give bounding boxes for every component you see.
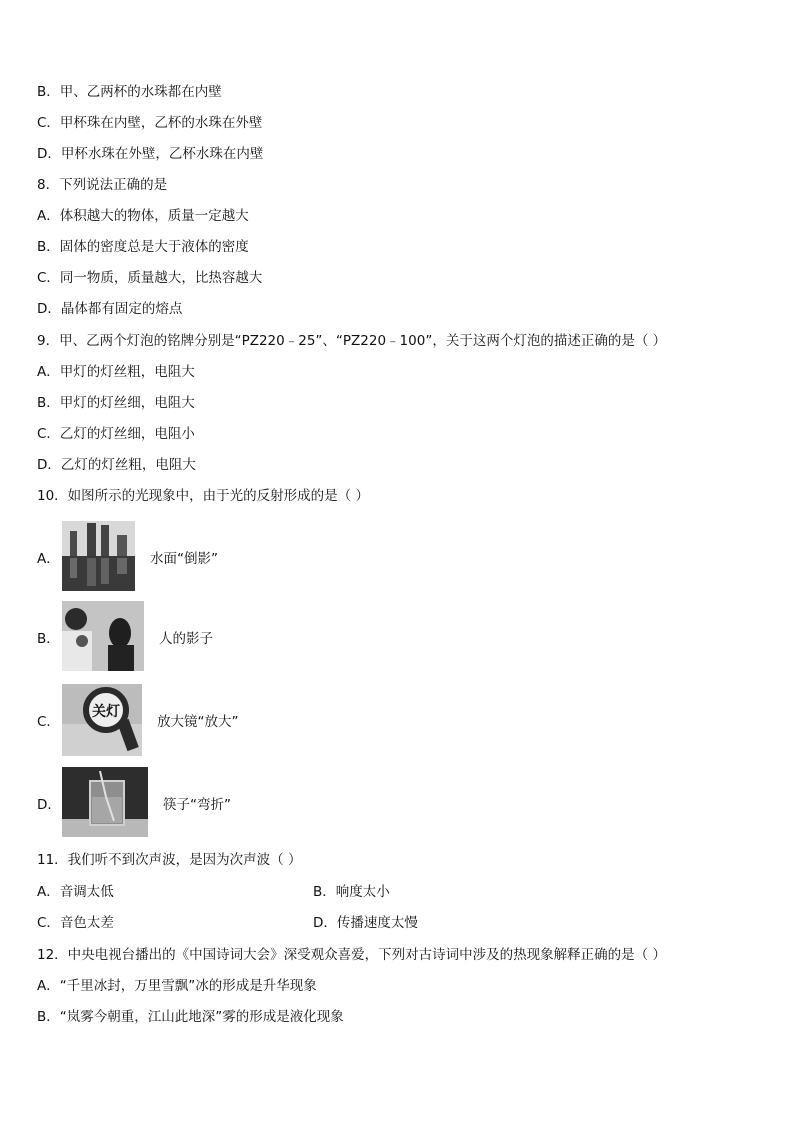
- option-caption: 人的影子: [159, 631, 213, 647]
- q7-option-d: D．甲杯水珠在外壁，乙杯水珠在内壁: [37, 146, 264, 162]
- q11-option-c: C．音色太差: [37, 915, 114, 931]
- q9-option-c: C．乙灯的灯丝细，电阻小: [37, 426, 195, 442]
- option-caption: 放大镜“放大”: [157, 714, 239, 730]
- sign-text: 关灯: [92, 704, 120, 720]
- option-letter: A．: [37, 551, 60, 567]
- q12-option-b: B．“岚雾今朝重，江山此地深”雾的形成是液化现象: [37, 1009, 344, 1025]
- q9-option-b: B．甲灯的灯丝细，电阻大: [37, 395, 195, 411]
- option-caption: 筷子“弯折”: [163, 797, 231, 813]
- q9-option-d: D．乙灯的灯丝粗，电阻大: [37, 457, 196, 473]
- q12-stem: 12．中央电视台播出的《中国诗词大会》深受观众喜爱，下列对古诗词中涉及的热现象解释正确的是（ ）: [37, 947, 666, 963]
- option-letter: D．: [37, 797, 61, 813]
- person-shadow-photo: [62, 601, 144, 671]
- q11-option-b: B．响度太小: [313, 884, 390, 900]
- q11-stem: 11．我们听不到次声波，是因为次声波（ ）: [37, 852, 302, 868]
- q9-stem: 9．甲、乙两个灯泡的铭牌分别是“PZ220﹣25”、“PZ220﹣100”，关于这两个灯泡的描述正确的是（ ）: [37, 333, 667, 349]
- q8-option-c: C．同一物质，质量越大，比热容越大: [37, 270, 263, 286]
- option-letter: C．: [37, 714, 60, 730]
- q10-stem: 10．如图所示的光现象中，由于光的反射形成的是（ ）: [37, 488, 369, 504]
- q8-option-a: A．体积越大的物体，质量一定越大: [37, 208, 249, 224]
- option-letter: B．: [37, 631, 60, 647]
- q9-option-a: A．甲灯的灯丝粗，电阻大: [37, 364, 195, 380]
- q7-option-b: B．甲、乙两杯的水珠都在内壁: [37, 84, 222, 100]
- q12-option-a: A．“千里冰封，万里雪飘”冰的形成是升华现象: [37, 978, 317, 994]
- q11-option-a: A．音调太低: [37, 884, 114, 900]
- q8-option-b: B．固体的密度总是大于液体的密度: [37, 239, 249, 255]
- q11-option-d: D．传播速度太慢: [313, 915, 418, 931]
- q8-option-d: D．晶体都有固定的熔点: [37, 301, 183, 317]
- water-reflection-photo: [62, 521, 135, 591]
- option-caption: 水面“倒影”: [150, 551, 218, 567]
- q7-option-c: C．甲杯珠在内壁，乙杯的水珠在外壁: [37, 115, 263, 131]
- q8-stem: 8．下列说法正确的是: [37, 177, 168, 193]
- magnifier-photo: [62, 684, 142, 756]
- chopsticks-photo: [62, 767, 148, 837]
